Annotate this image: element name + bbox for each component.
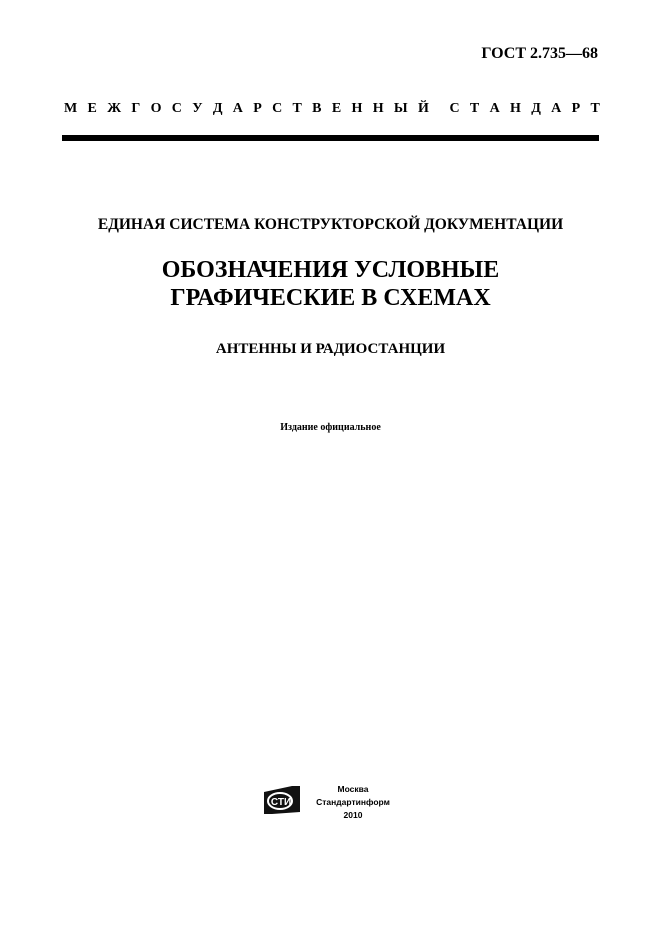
category-letter: Н (351, 101, 363, 116)
category-letter: Н (510, 101, 521, 116)
category-letter: С (272, 101, 283, 116)
category-letter: Р (253, 101, 262, 116)
publisher-city: Москва (337, 784, 369, 794)
standard-designation: ГОСТ 2.735—68 (481, 45, 598, 62)
category-letter: Т (469, 101, 480, 116)
publication-year: 2010 (343, 810, 363, 820)
category-letter: А (232, 101, 243, 116)
category-letter: В (312, 101, 322, 116)
standard-category (64, 101, 600, 117)
category-letter: У (192, 101, 203, 116)
standartinform-logo-icon (262, 784, 302, 816)
publisher-block (310, 783, 396, 822)
system-heading: ЕДИНАЯ СИСТЕМА КОНСТРУКТОРСКОЙ ДОКУМЕНТАЦИИ (97, 216, 564, 233)
category-letter: О (150, 101, 162, 116)
edition-note: Издание официальное (280, 422, 381, 433)
category-letter: А (489, 101, 500, 116)
category-letter: Д (212, 101, 223, 116)
publisher-name: Стандартинформ (316, 797, 390, 807)
category-letter: А (551, 101, 562, 116)
category-letter: С (449, 101, 460, 116)
category-letter: М (64, 101, 78, 116)
category-letter: Р (571, 101, 581, 116)
category-letter: Ы (393, 101, 408, 116)
category-letter: Ж (107, 101, 122, 116)
category-letter: Н (372, 101, 384, 116)
title-line-2: ГРАФИЧЕСКИЕ В СХЕМАХ (170, 285, 491, 311)
category-letter: Е (331, 101, 342, 116)
document-subtitle: АНТЕННЫ И РАДИОСТАНЦИИ (215, 341, 446, 357)
category-letter: Т (590, 101, 600, 116)
category-letter: Д (531, 101, 541, 116)
category-letter: Е (87, 101, 97, 116)
document-title (0, 256, 661, 312)
category-letter: С (171, 101, 182, 116)
title-line-1: ОБОЗНАЧЕНИЯ УСЛОВНЫЕ (161, 257, 500, 283)
category-letter: Й (417, 101, 429, 116)
svg-text:СТИ: СТИ (270, 797, 292, 808)
category-letter: Г (131, 101, 141, 116)
category-letter: Т (292, 101, 302, 116)
header-rule (62, 135, 599, 141)
